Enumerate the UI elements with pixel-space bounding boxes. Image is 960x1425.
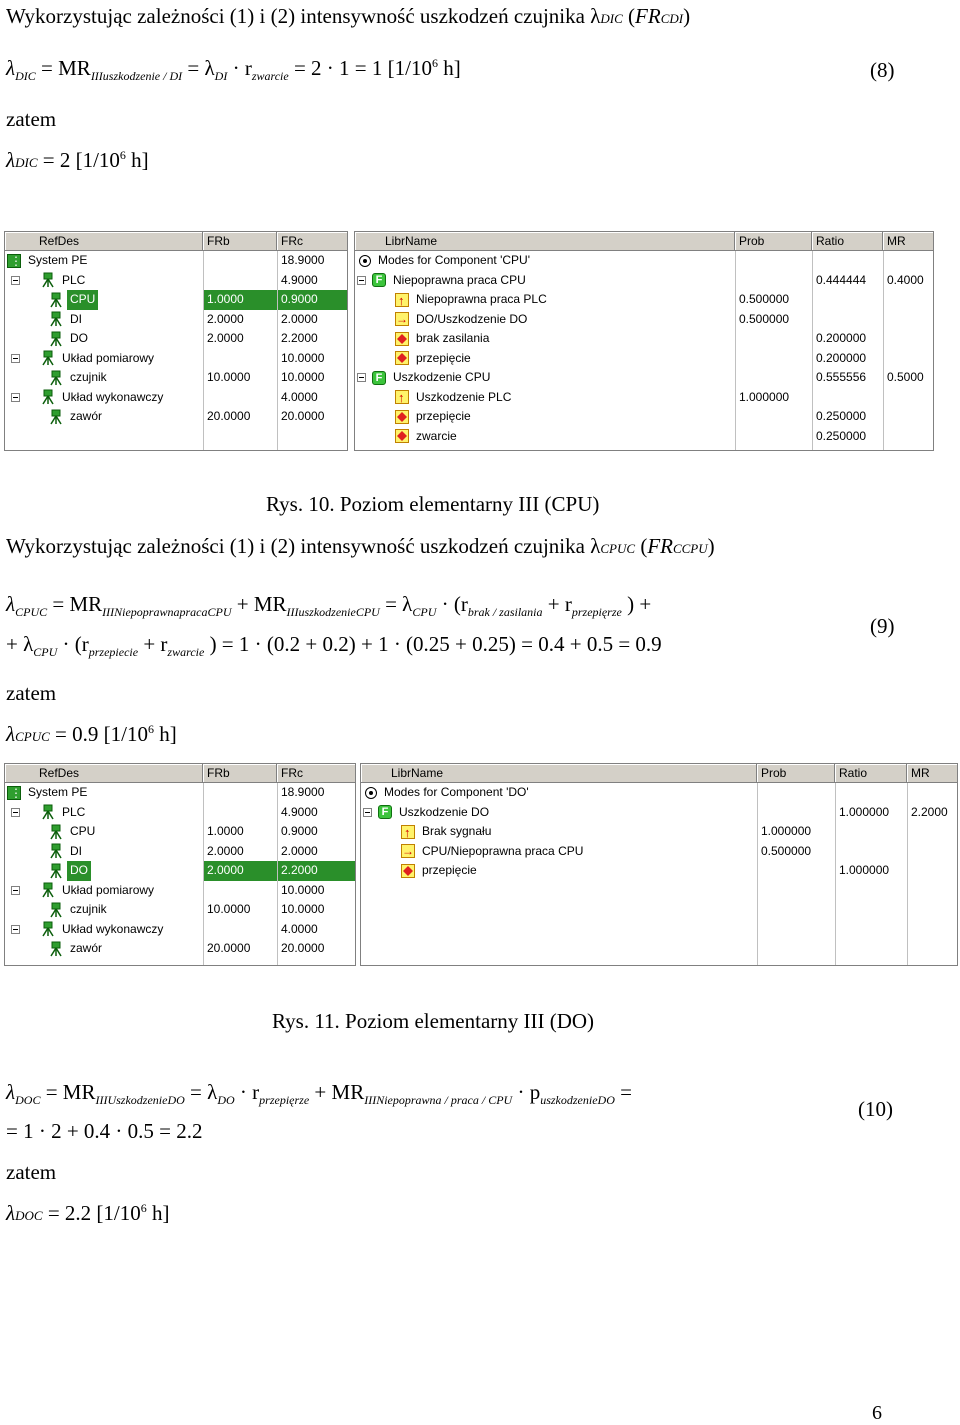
tree-item-label: DI (70, 311, 82, 326)
equation-9-line2: + $\lambda_{CPU} \cdot (r_{przepiecie} + r_{zwarcie}$ ) = 1 · (0.2 + 0.2) + 1 · (0.25 + 0.25) = 0.4 + 0.5 = 0.9 (6, 632, 662, 659)
ratio-cell (835, 783, 907, 803)
frc-cell: 4.0000 (281, 921, 318, 936)
figure-caption-11: Rys. 11. Poziom elementarny III (DO) (272, 1009, 595, 1033)
zatem-8: zatem (6, 107, 57, 131)
prob-cell: 1.000000 (739, 389, 790, 404)
ratio-cell: 0.250000 (816, 409, 867, 423)
tree-item-label: przepięcie (416, 409, 471, 423)
tree-item-label: przepięcie (416, 350, 471, 365)
mr-cell (907, 822, 958, 842)
mr-cell (883, 329, 934, 349)
modes-icon (365, 787, 377, 799)
tree-item-label: zawór (70, 409, 103, 423)
refdes-tree-pane[interactable] (4, 763, 356, 966)
frb-cell: 2.0000 (207, 843, 244, 858)
tree-row[interactable] (5, 407, 347, 427)
ratio-cell: 0.250000 (816, 428, 867, 443)
frc-cell: 2.2000 (281, 331, 318, 345)
tree-item-label: Niepoprawna praca PLC (416, 292, 547, 306)
frc-cell: 18.9000 (281, 253, 325, 267)
equation-number-10: (10) (858, 1097, 893, 1121)
frb-cell: 2.0000 (207, 331, 244, 345)
frb-cell (203, 271, 277, 291)
tree-item-label: System PE (28, 253, 88, 267)
failure-modes-pane[interactable] (354, 231, 934, 451)
intro-text-8: Wykorzystując zależności (1) i (2) intensywność uszkodzeń czujnika λDIC (FRCDI) (6, 4, 691, 28)
component-icon (41, 804, 55, 820)
column-header-bar (5, 232, 347, 251)
tree-item-label: DO/Uszkodzenie DO (416, 311, 528, 326)
tree-row[interactable] (355, 407, 933, 427)
frb-cell (203, 803, 277, 823)
ratio-cell (812, 310, 883, 330)
component-icon (49, 409, 63, 425)
frb-cell: 20.0000 (207, 941, 251, 955)
prob-cell (757, 803, 835, 823)
component-icon (49, 843, 63, 859)
frb-cell: 1.0000 (203, 290, 277, 310)
column-header-bar (5, 764, 355, 783)
collapse-toggle[interactable] (11, 354, 20, 363)
frb-cell (203, 881, 277, 901)
collapse-toggle[interactable] (11, 808, 20, 817)
cause-up-icon (401, 825, 415, 839)
tree-item-label: czujnik (70, 902, 107, 916)
equation-9-line1: $\lambda_{CPUC} = MR_{IIINiepoprawnapracaCPU} + MR_{IIIuszkodzenieCPU} = \lambda_{CPU} \cdot (r_{brak / zasilania} + r_{przepięrze}$ ) + (6, 592, 652, 619)
mr-cell (883, 427, 934, 447)
tree-row[interactable] (5, 388, 347, 408)
tree-row[interactable] (5, 822, 355, 842)
frc-cell: 2.0000 (281, 311, 318, 326)
ratio-cell: 0.444444 (816, 272, 867, 287)
component-icon (41, 882, 55, 898)
tree-item-label: Uszkodzenie PLC (416, 389, 512, 404)
prob-cell: 0.500000 (739, 292, 790, 306)
collapse-toggle[interactable] (11, 276, 20, 285)
tree-item-label: Układ pomiarowy (62, 350, 155, 365)
mr-cell (883, 251, 934, 271)
frc-cell: 10.0000 (281, 882, 325, 897)
tree-row[interactable] (361, 803, 957, 823)
ratio-cell (812, 388, 883, 408)
tree-row[interactable] (355, 310, 933, 330)
tree-item-label: Uszkodzenie CPU (393, 370, 491, 384)
component-icon (49, 331, 63, 347)
frb-cell: 1.0000 (207, 824, 244, 838)
component-icon (41, 350, 55, 366)
column-header-librname[interactable]: LibrName (361, 764, 757, 782)
frc-cell: 18.9000 (281, 785, 325, 799)
component-icon (49, 370, 63, 386)
tree-row[interactable] (361, 842, 957, 862)
basic-event-icon (395, 332, 409, 346)
tree-row[interactable] (5, 803, 355, 823)
column-header-frc[interactable]: FRc (277, 232, 348, 250)
frc-cell: 2.2000 (277, 861, 356, 881)
tree-row[interactable] (355, 271, 933, 291)
frb-cell: 20.0000 (207, 409, 251, 423)
tree-row[interactable] (5, 881, 355, 901)
component-icon (49, 941, 63, 957)
tree-row[interactable] (5, 783, 355, 803)
prob-cell (735, 349, 812, 369)
ratio-cell: 0.200000 (816, 350, 867, 365)
tree-item-label: brak zasilania (416, 331, 490, 345)
prob-cell (735, 271, 812, 291)
failure-mode-icon: F (378, 805, 392, 819)
frb-cell (203, 920, 277, 940)
column-header-frc[interactable]: FRc (277, 764, 356, 782)
mr-cell (907, 783, 958, 803)
frb-cell: 2.0000 (207, 311, 244, 326)
tree-row[interactable] (361, 783, 957, 803)
prob-cell (735, 329, 812, 349)
mr-cell: 0.4000 (887, 272, 924, 287)
tree-item-label: Modes for Component 'DO' (384, 785, 529, 799)
cause-up-icon (395, 293, 409, 307)
tree-item-label: Układ wykonawczy (62, 921, 164, 936)
ratio-cell (812, 290, 883, 310)
tree-item-label: Uszkodzenie DO (399, 804, 490, 819)
prob-cell: 0.500000 (761, 843, 812, 858)
mr-cell (883, 407, 934, 427)
column-header-ratio[interactable]: Ratio (835, 764, 907, 782)
component-icon (49, 824, 63, 840)
frc-cell: 0.9000 (281, 824, 318, 838)
frb-cell (203, 349, 277, 369)
mr-cell: 0.5000 (887, 370, 924, 384)
column-header-librname[interactable]: LibrName (355, 232, 735, 250)
tree-item-label: zwarcie (416, 428, 457, 443)
tree-row[interactable] (355, 251, 933, 271)
basic-event-icon (395, 351, 409, 365)
collapse-toggle[interactable] (11, 886, 20, 895)
frb-cell (203, 783, 277, 803)
mr-cell: 2.2000 (911, 804, 948, 819)
collapse-toggle[interactable] (11, 393, 20, 402)
tree-row[interactable] (361, 822, 957, 842)
failure-mode-icon: F (372, 273, 386, 287)
failure-modes-pane[interactable] (360, 763, 958, 966)
column-header-bar (361, 764, 957, 783)
tree-row[interactable] (5, 842, 355, 862)
result-10: λDOC = 2.2 [$1/10^6$ h] (6, 1201, 170, 1225)
mr-cell (883, 290, 934, 310)
frb-cell (203, 251, 277, 271)
prob-cell: 0.500000 (739, 311, 790, 326)
component-icon (49, 863, 63, 879)
frc-cell: 2.0000 (281, 843, 318, 858)
frc-cell: 10.0000 (281, 370, 325, 384)
tree-row[interactable] (5, 251, 347, 271)
ratio-cell (812, 251, 883, 271)
tree-item-label: PLC (62, 272, 86, 287)
tree-row[interactable] (355, 349, 933, 369)
page-number: 6 (872, 1402, 882, 1424)
mr-cell (883, 388, 934, 408)
system-icon (7, 254, 21, 268)
tree-item-label: DI (70, 843, 82, 858)
column-header-mr[interactable]: MR (883, 232, 934, 250)
tree-item-label: Brak sygnału (422, 824, 492, 838)
basic-event-icon (395, 410, 409, 424)
prob-cell (757, 783, 835, 803)
frc-cell: 4.9000 (281, 804, 318, 819)
zatem-9: zatem (6, 681, 57, 705)
cause-right-icon (395, 312, 409, 326)
result-9: λCPUC = 0.9 [$1/10^6$ h] (6, 722, 177, 746)
tree-row[interactable] (5, 939, 355, 959)
frb-cell (203, 388, 277, 408)
prob-cell (735, 427, 812, 447)
refdes-tree-pane[interactable] (4, 231, 348, 451)
component-icon (41, 921, 55, 937)
tree-row[interactable] (5, 861, 355, 881)
collapse-toggle[interactable] (363, 808, 372, 817)
modes-icon (359, 255, 371, 267)
equation-number-9: (9) (870, 614, 895, 638)
ratio-cell (835, 842, 907, 862)
tree-row[interactable] (361, 861, 957, 881)
column-header-refdes[interactable]: RefDes (5, 764, 203, 782)
prob-cell: 1.000000 (761, 824, 812, 838)
zatem-10: zatem (6, 1160, 57, 1184)
equation-number-8: (8) (870, 58, 895, 82)
column-header-prob[interactable]: Prob (757, 764, 835, 782)
collapse-toggle[interactable] (357, 276, 366, 285)
frc-cell: 10.0000 (281, 902, 325, 916)
ratio-cell (835, 822, 907, 842)
cause-right-icon (401, 844, 415, 858)
collapse-toggle[interactable] (11, 925, 20, 934)
component-icon (41, 389, 55, 405)
tree-row[interactable] (5, 349, 347, 369)
tree-row[interactable] (355, 388, 933, 408)
prob-cell (735, 368, 812, 388)
component-icon (49, 292, 63, 308)
component-icon (49, 902, 63, 918)
prob-cell (757, 861, 835, 881)
tree-row[interactable] (355, 329, 933, 349)
cause-up-icon (395, 390, 409, 404)
frb-cell: 2.0000 (203, 861, 277, 881)
column-header-frb[interactable]: FRb (203, 764, 277, 782)
frc-cell: 4.0000 (281, 389, 318, 404)
fmea-panel-cpu (4, 231, 934, 451)
tree-item-label: PLC (62, 804, 86, 819)
component-icon (49, 311, 63, 327)
column-header-mr[interactable]: MR (907, 764, 958, 782)
frc-cell: 20.0000 (281, 941, 325, 955)
frb-cell: 10.0000 (207, 902, 251, 916)
mr-cell (907, 861, 958, 881)
tree-item-label: przepięcie (422, 863, 477, 877)
component-icon (41, 272, 55, 288)
tree-row[interactable] (5, 310, 347, 330)
result-8: λDIC = 2 [$1/10^6$ h] (6, 148, 149, 172)
column-header-refdes[interactable]: RefDes (5, 232, 203, 250)
basic-event-icon (395, 429, 409, 443)
column-header-ratio[interactable]: Ratio (812, 232, 883, 250)
tree-item-label: CPU (70, 824, 96, 838)
equation-10-line2: = 1 · 2 + 0.4 · 0.5 = 2.2 (6, 1119, 203, 1143)
tree-item-label: DO (67, 861, 91, 881)
tree-item-label: zawór (70, 941, 103, 955)
column-header-prob[interactable]: Prob (735, 232, 812, 250)
basic-event-icon (401, 864, 415, 878)
ratio-cell: 1.000000 (839, 863, 890, 877)
tree-row[interactable] (5, 290, 347, 310)
frb-cell: 10.0000 (207, 370, 251, 384)
frc-cell: 20.0000 (281, 409, 325, 423)
tree-row[interactable] (5, 920, 355, 940)
mr-cell (907, 842, 958, 862)
tree-row[interactable] (355, 290, 933, 310)
tree-item-label: czujnik (70, 370, 107, 384)
prob-cell (735, 251, 812, 271)
equation-10-line1: $\lambda_{DOC} = MR_{IIIUszkodzenieDO} = \lambda_{DO} \cdot r_{przepięrze} + MR_{IIINiepoprawna / praca / CPU} \cdot p_{uszkodzenieDO}$ = (6, 1080, 632, 1107)
tree-item-label: Modes for Component 'CPU' (378, 253, 530, 267)
column-header-frb[interactable]: FRb (203, 232, 277, 250)
mr-cell (883, 349, 934, 369)
tree-item-label: Niepoprawna praca CPU (393, 272, 526, 287)
system-icon (7, 786, 21, 800)
ratio-cell: 0.200000 (816, 331, 867, 345)
mr-cell (883, 310, 934, 330)
intro-text-9: Wykorzystując zależności (1) i (2) intensywność uszkodzeń czujnika λCPUC (FRCCPU) (6, 534, 715, 558)
tree-item-label: Układ wykonawczy (62, 389, 164, 404)
tree-row[interactable] (5, 329, 347, 349)
equation-8: $\lambda_{DIC} = MR_{IIIuszkodzenie / DI} = \lambda_{DI} \cdot r_{zwarcie} = 2 \cdot 1 = 1$ [$1/10^6$ h] (6, 56, 461, 83)
tree-item-label: System PE (28, 785, 88, 799)
tree-item-label: Układ pomiarowy (62, 882, 155, 897)
frc-cell: 10.0000 (281, 350, 325, 365)
prob-cell (735, 407, 812, 427)
tree-row[interactable] (355, 368, 933, 388)
tree-row[interactable] (5, 900, 355, 920)
tree-item-label: CPU (67, 290, 98, 310)
failure-mode-icon: F (372, 371, 386, 385)
column-header-bar (355, 232, 933, 251)
tree-item-label: DO (70, 331, 88, 345)
tree-item-label: CPU/Niepoprawna praca CPU (422, 843, 584, 858)
ratio-cell: 0.555556 (816, 370, 867, 384)
ratio-cell: 1.000000 (839, 804, 890, 819)
tree-row[interactable] (355, 427, 933, 447)
collapse-toggle[interactable] (357, 373, 366, 382)
tree-row[interactable] (5, 368, 347, 388)
tree-row[interactable] (5, 271, 347, 291)
frc-cell: 0.9000 (277, 290, 348, 310)
frc-cell: 4.9000 (281, 272, 318, 287)
fmea-panel-do (4, 763, 958, 966)
figure-caption-10: Rys. 10. Poziom elementarny III (CPU) (266, 492, 600, 516)
